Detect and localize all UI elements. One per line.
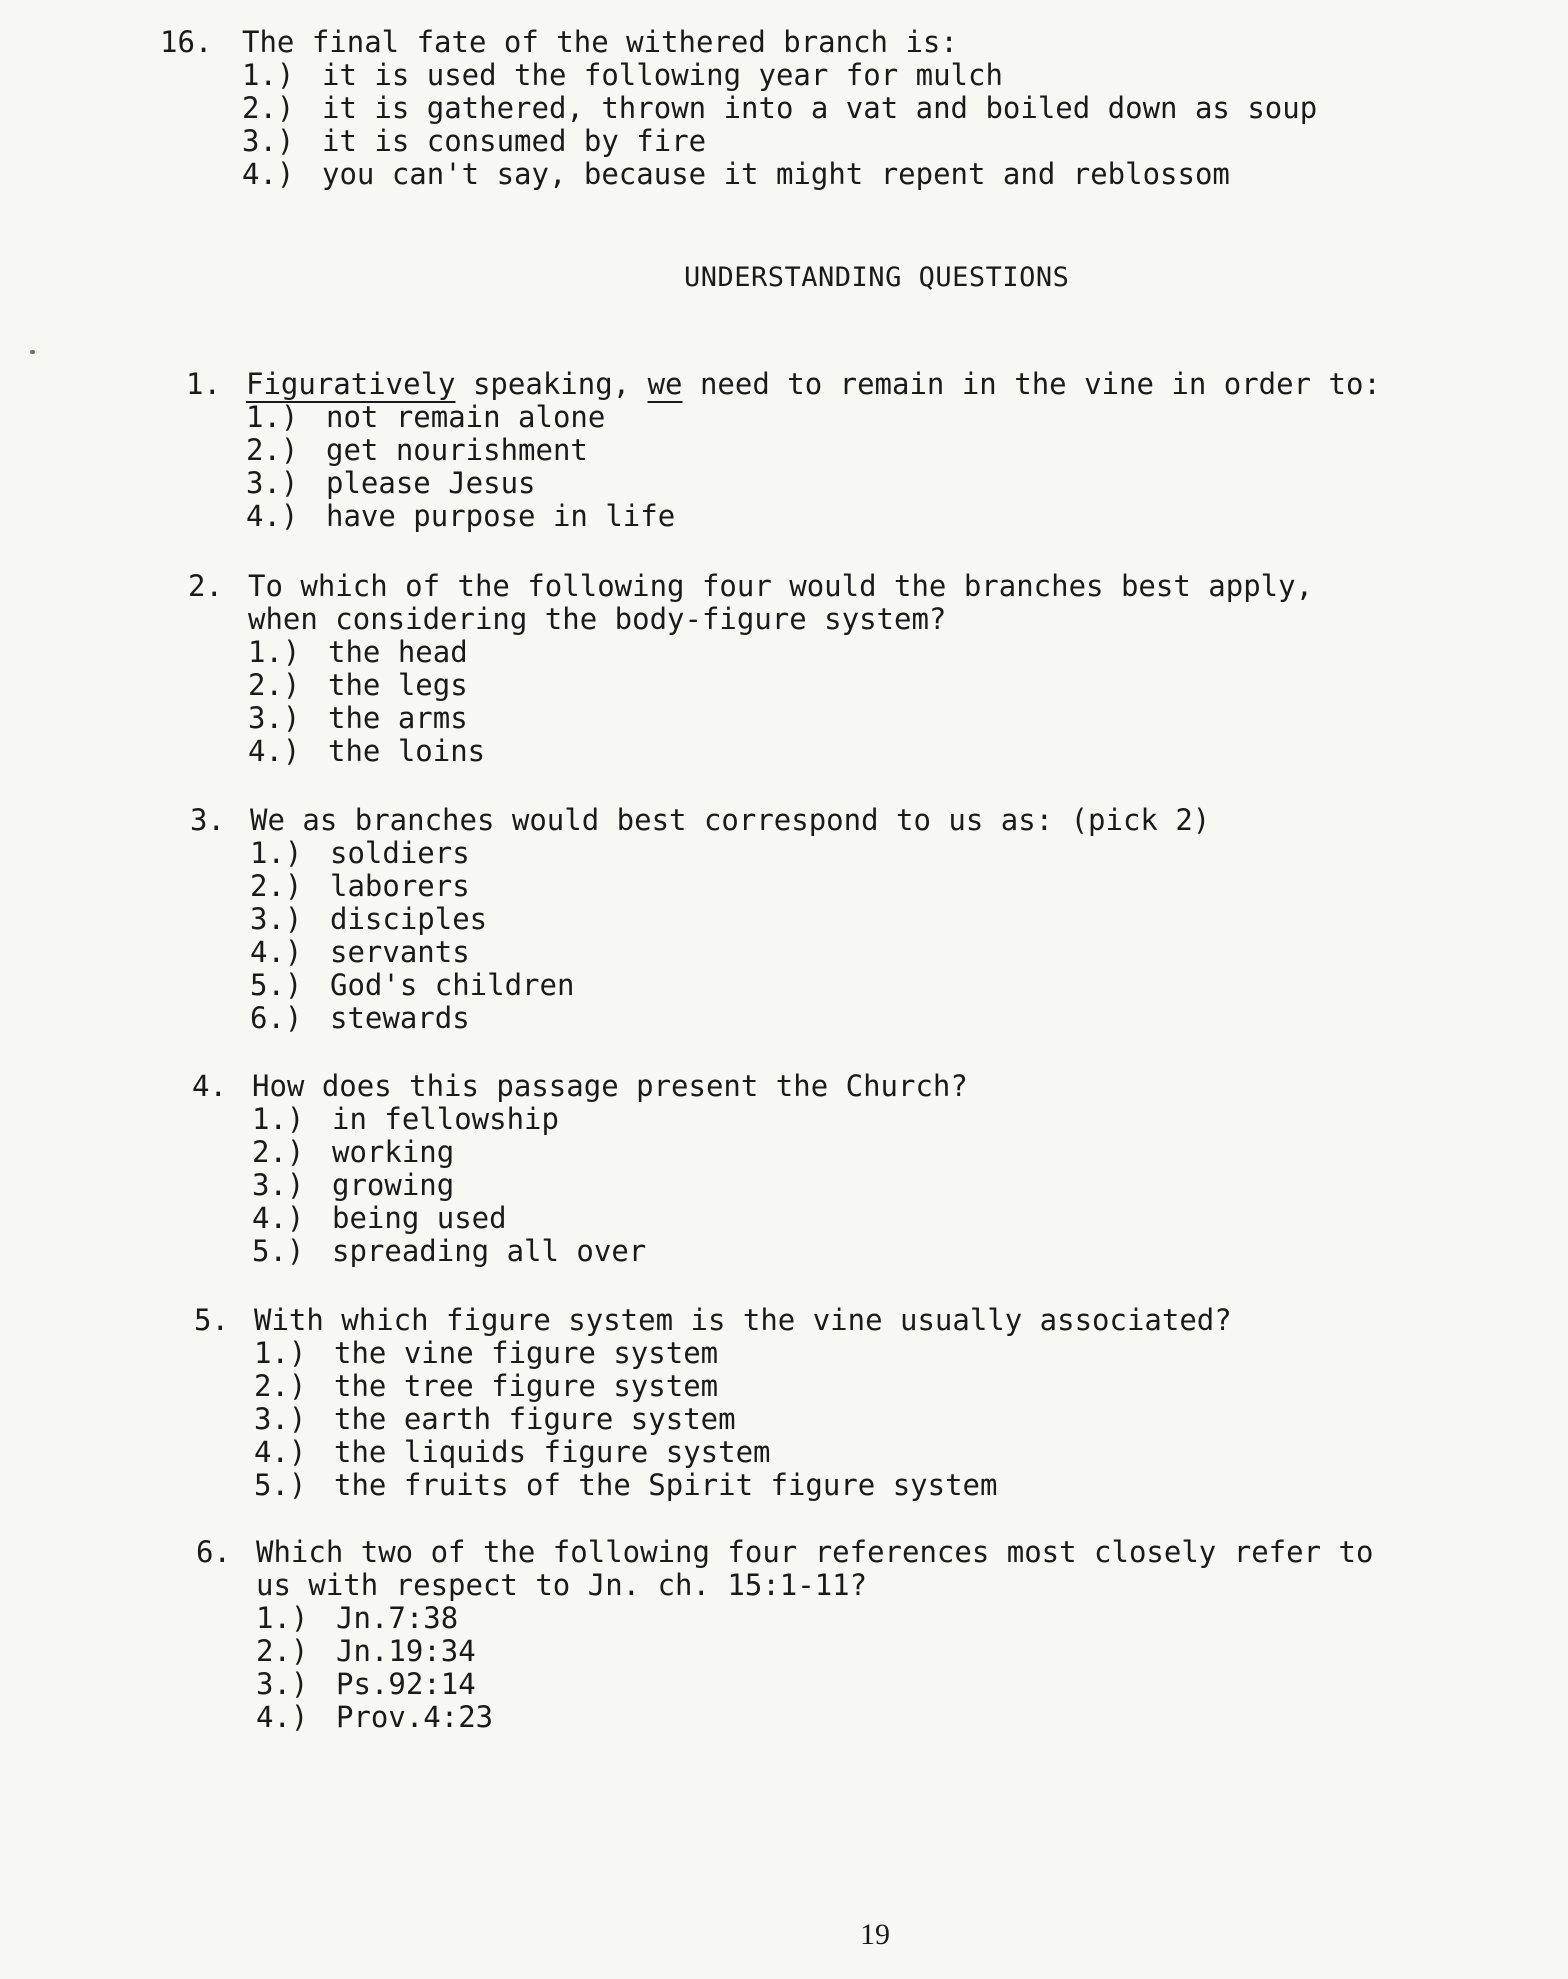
option-number: 1.) <box>254 1336 307 1370</box>
option-number: 1.) <box>250 836 303 870</box>
option-1 <box>250 837 1550 870</box>
option-text: in fellowship <box>332 1102 559 1136</box>
question-stem: To which of the following four would the branches best apply, <box>248 569 1314 603</box>
option-5 <box>252 1235 1552 1268</box>
option-number: 1.) <box>246 400 299 434</box>
question-number: 1. <box>186 367 221 401</box>
question-stem: us with respect to Jn. ch. 15:1-11? <box>256 1568 868 1602</box>
option-2 <box>256 1635 1556 1668</box>
question-1 <box>186 368 1546 533</box>
paper-speck <box>30 350 35 354</box>
question-16 <box>160 26 1500 191</box>
option-number: 1.) <box>248 635 301 669</box>
option-number: 4.) <box>256 1700 309 1734</box>
option-number: 1.) <box>242 58 295 92</box>
option-4 <box>254 1436 1554 1469</box>
option-number: 2.) <box>250 869 303 903</box>
option-2 <box>254 1370 1554 1403</box>
option-text: soldiers <box>330 836 470 870</box>
question-2 <box>188 570 1548 768</box>
option-1 <box>254 1337 1554 1370</box>
option-text: get nourishment <box>326 433 588 467</box>
option-text: Jn.7:38 <box>336 1601 459 1635</box>
stem-text: speaking, <box>455 367 648 401</box>
option-text: laborers <box>330 869 470 903</box>
option-text: working <box>332 1135 455 1169</box>
option-1 <box>242 59 1500 92</box>
option-number: 3.) <box>246 466 299 500</box>
option-3 <box>252 1169 1552 1202</box>
section-heading: UNDERSTANDING QUESTIONS <box>684 262 1070 293</box>
option-1 <box>252 1103 1552 1136</box>
option-text: the loins <box>328 734 486 768</box>
question-4 <box>192 1070 1552 1268</box>
page-number: 19 <box>860 1918 890 1951</box>
option-number: 2.) <box>248 668 301 702</box>
option-number: 4.) <box>242 157 295 191</box>
option-text: growing <box>332 1168 455 1202</box>
option-3 <box>248 702 1548 735</box>
question-stem: when considering the body-figure system? <box>248 602 947 636</box>
option-text: the fruits of the Spirit figure system <box>334 1468 998 1502</box>
option-number: 2.) <box>246 433 299 467</box>
option-number: 3.) <box>242 124 295 158</box>
question-stem: With which figure system is the vine usually associated? <box>254 1303 1232 1337</box>
option-number: 4.) <box>250 935 303 969</box>
option-number: 6.) <box>250 1001 303 1035</box>
option-number: 3.) <box>252 1168 305 1202</box>
question-number: 2. <box>188 569 223 603</box>
option-text: it is gathered, thrown into a vat and boiled down as soup <box>322 91 1318 125</box>
option-3 <box>254 1403 1554 1436</box>
option-2 <box>246 434 1546 467</box>
option-1 <box>256 1602 1556 1635</box>
option-text: have purpose in life <box>326 499 676 533</box>
question-6 <box>196 1536 1556 1734</box>
option-number: 3.) <box>254 1402 307 1436</box>
option-number: 2.) <box>256 1634 309 1668</box>
option-number: 5.) <box>254 1468 307 1502</box>
option-5 <box>254 1469 1554 1502</box>
option-number: 4.) <box>254 1435 307 1469</box>
option-number: 3.) <box>256 1667 309 1701</box>
option-text: Ps.92:14 <box>336 1667 476 1701</box>
option-4 <box>246 500 1546 533</box>
option-text: it is consumed by fire <box>322 124 707 158</box>
option-text: it is used the following year for mulch <box>322 58 1003 92</box>
option-6 <box>250 1002 1550 1035</box>
question-stem: Which two of the following four references most closely refer to <box>256 1535 1374 1569</box>
option-text: stewards <box>330 1001 470 1035</box>
question-stem: How does this passage present the Church? <box>252 1069 968 1103</box>
question-stem: The final fate of the withered branch is: <box>242 25 958 59</box>
option-2 <box>250 870 1550 903</box>
option-number: 2.) <box>252 1135 305 1169</box>
question-number: 5. <box>194 1303 229 1337</box>
option-3 <box>242 125 1500 158</box>
option-4 <box>256 1701 1556 1734</box>
question-stem <box>246 368 1546 401</box>
option-text: the arms <box>328 701 468 735</box>
question-number: 6. <box>196 1535 231 1569</box>
option-2 <box>242 92 1500 125</box>
option-text: the liquids figure system <box>334 1435 771 1469</box>
option-4 <box>242 158 1500 191</box>
option-number: 1.) <box>256 1601 309 1635</box>
option-text: being used <box>332 1201 507 1235</box>
option-number: 4.) <box>248 734 301 768</box>
option-number: 3.) <box>248 701 301 735</box>
option-text: please Jesus <box>326 466 536 500</box>
underlined-word: we <box>647 367 683 401</box>
option-2 <box>252 1136 1552 1169</box>
question-number: 16. <box>160 25 213 59</box>
question-stem: We as branches would best correspond to us as: (pick 2) <box>250 803 1211 837</box>
question-5 <box>194 1304 1554 1502</box>
option-1 <box>246 401 1546 434</box>
underlined-word: Figuratively <box>246 367 456 401</box>
option-text: Prov.4:23 <box>336 1700 494 1734</box>
option-4 <box>248 735 1548 768</box>
option-text: servants <box>330 935 470 969</box>
option-text: not remain alone <box>326 400 606 434</box>
stem-text: need to remain in the vine in order to: <box>682 367 1381 401</box>
option-number: 4.) <box>252 1201 305 1235</box>
option-text: God's children <box>330 968 575 1002</box>
option-5 <box>250 969 1550 1002</box>
option-1 <box>248 636 1548 669</box>
option-text: the vine figure system <box>334 1336 719 1370</box>
option-text: the head <box>328 635 468 669</box>
option-text: the earth figure system <box>334 1402 736 1436</box>
option-3 <box>250 903 1550 936</box>
option-4 <box>252 1202 1552 1235</box>
option-number: 2.) <box>254 1369 307 1403</box>
option-3 <box>256 1668 1556 1701</box>
option-number: 4.) <box>246 499 299 533</box>
question-3 <box>190 804 1550 1035</box>
option-text: Jn.19:34 <box>336 1634 476 1668</box>
option-text: disciples <box>330 902 488 936</box>
option-4 <box>250 936 1550 969</box>
option-number: 5.) <box>250 968 303 1002</box>
option-2 <box>248 669 1548 702</box>
option-number: 2.) <box>242 91 295 125</box>
option-text: spreading all over <box>332 1234 647 1268</box>
option-text: you can't say, because it might repent and reblossom <box>322 157 1230 191</box>
option-number: 3.) <box>250 902 303 936</box>
question-number: 4. <box>192 1069 227 1103</box>
option-number: 5.) <box>252 1234 305 1268</box>
option-text: the tree figure system <box>334 1369 719 1403</box>
option-text: the legs <box>328 668 468 702</box>
option-number: 1.) <box>252 1102 305 1136</box>
question-number: 3. <box>190 803 225 837</box>
option-3 <box>246 467 1546 500</box>
